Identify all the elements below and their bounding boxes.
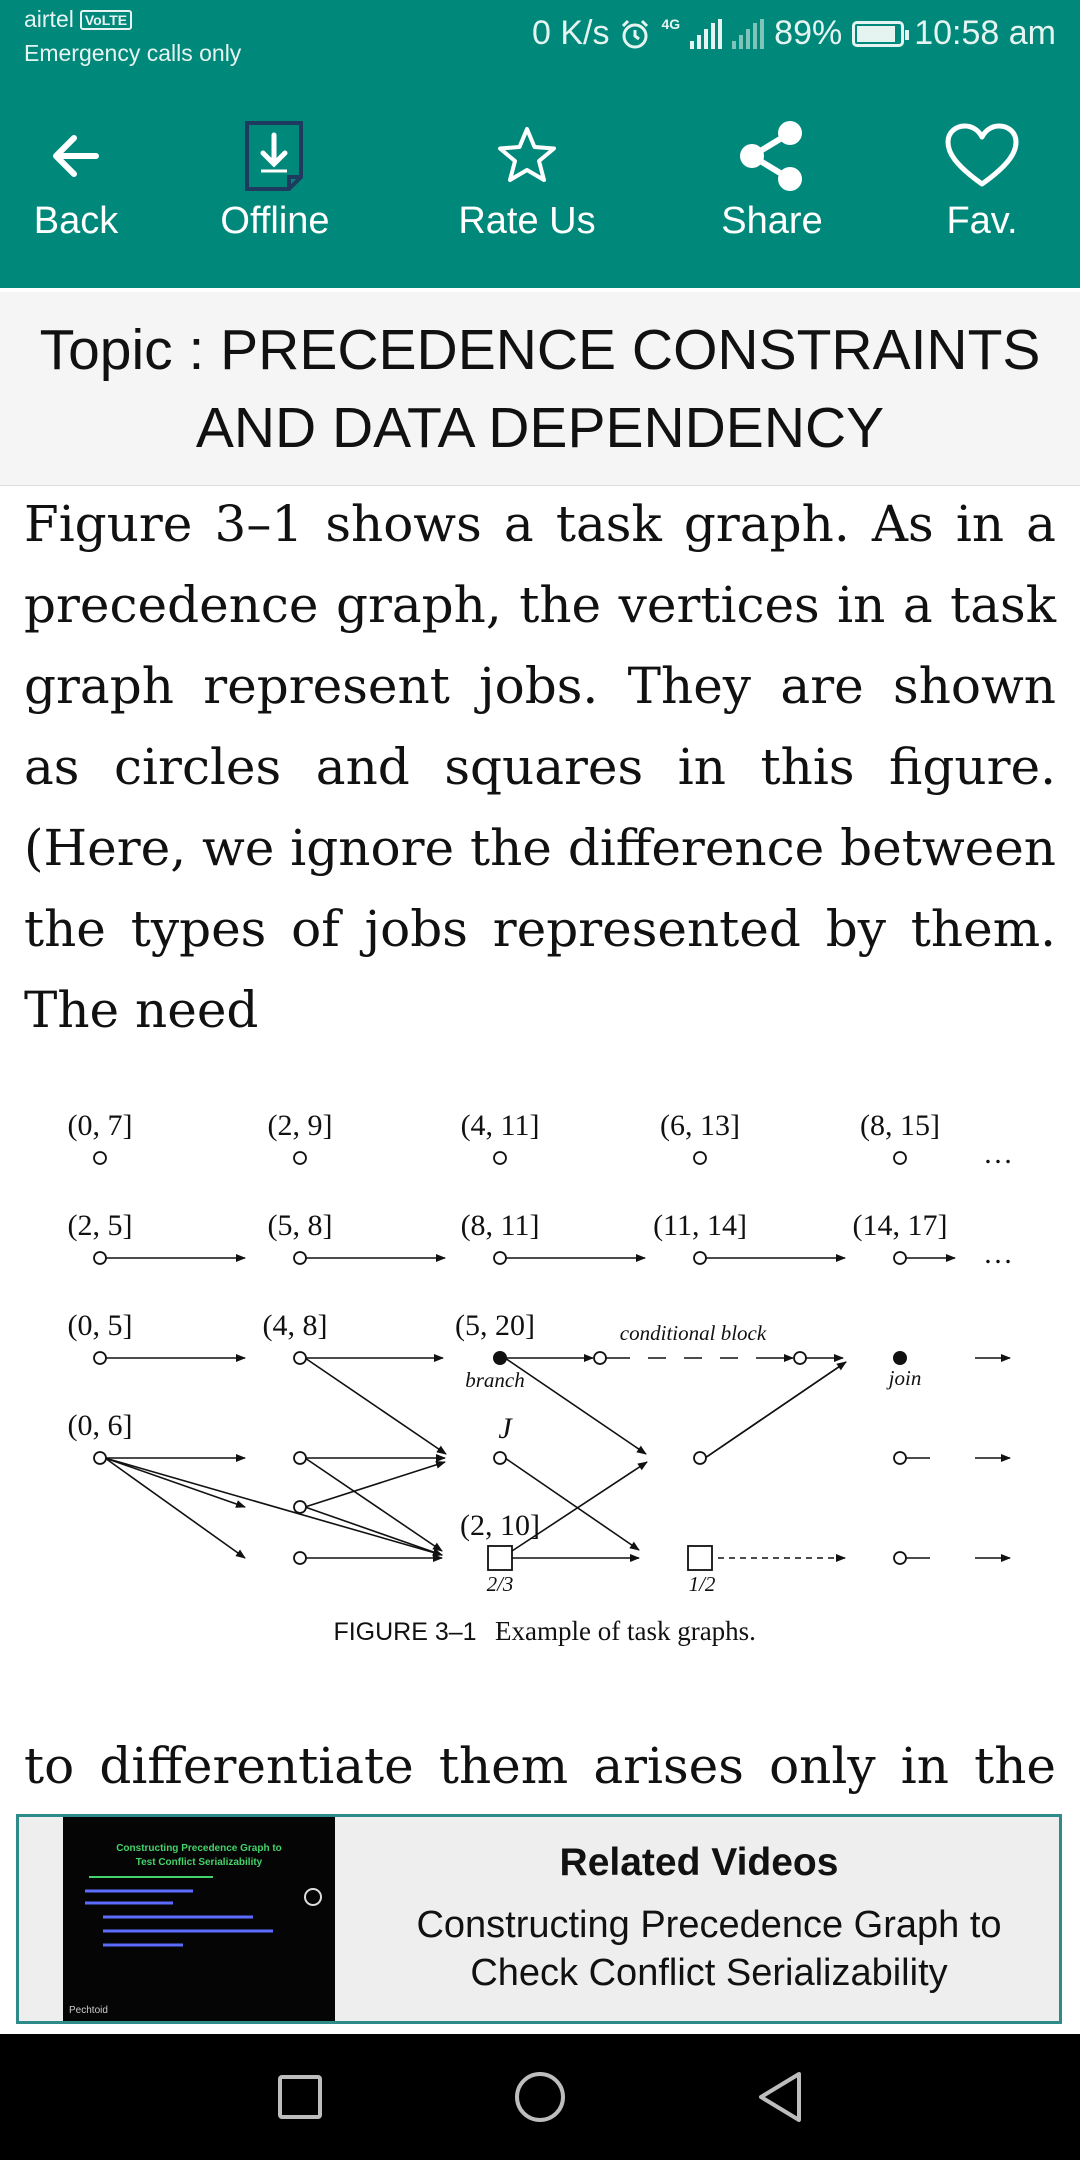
ellipsis-row2: …: [983, 1237, 1013, 1270]
battery-icon: [852, 21, 904, 47]
row3-label-2: (4, 8]: [262, 1309, 328, 1342]
related-video-title-line-1: Constructing Precedence Graph to: [416, 1904, 1002, 1946]
battery-percent: 89%: [774, 14, 843, 52]
home-icon[interactable]: [505, 2062, 575, 2132]
thumb-logo: Pechtoid: [69, 2005, 108, 2016]
row1-label-5: (8, 15]: [860, 1109, 940, 1142]
rate-us-button[interactable]: [427, 72, 627, 288]
thumb-title-line-1: Constructing Precedence Graph to: [116, 1843, 282, 1854]
figure-caption-number: FIGURE 3–1: [333, 1618, 477, 1646]
row3-label-1: (0, 5]: [67, 1309, 133, 1342]
row2-label-1: (2, 5]: [67, 1209, 133, 1242]
article-paragraph: Figure 3–1 shows a task graph. As in a precedence graph, the vertices in a task graph represent jobs. They are shown as circles and squares in this figure. (Here, we ignore the difference between the types of jobs represented by them. The need: [24, 495, 1056, 1039]
topic-title-line-2: AND DATA DEPENDENCY: [195, 395, 885, 460]
star-icon: [496, 125, 558, 187]
back-nav-icon[interactable]: [745, 2062, 815, 2132]
row4-label: (0, 6]: [67, 1409, 133, 1442]
share-button[interactable]: [672, 72, 872, 288]
article-paragraph-continued: to differentiate them arises only in the: [24, 1737, 1056, 1795]
favorite-button[interactable]: [882, 72, 1080, 288]
ratio-1-2-label: 1/2: [688, 1572, 716, 1596]
back-label: Back: [33, 200, 119, 242]
share-label: Share: [721, 200, 823, 242]
row1-label-2: (2, 9]: [267, 1109, 333, 1142]
volte-badge: VoLTE: [80, 10, 132, 30]
branch-label: branch: [465, 1368, 525, 1392]
interval-2-10-label: (2, 10]: [460, 1509, 540, 1542]
favorite-label: Fav.: [946, 200, 1018, 242]
status-right: [532, 14, 1056, 53]
j-label: J: [498, 1412, 512, 1445]
join-label: join: [888, 1366, 922, 1390]
arrow-left-icon: [46, 126, 106, 186]
video-thumbnail[interactable]: [63, 1817, 335, 2021]
row2-label-5: (14, 17]: [852, 1209, 948, 1242]
video-thumbnail-image: [63, 1817, 335, 2021]
status-bar: [0, 0, 1080, 72]
ratio-2-3-label: 2/3: [486, 1572, 514, 1596]
topic-title-line-1: Topic : PRECEDENCE CONSTRAINTS: [39, 317, 1041, 382]
signal-2-icon: [732, 19, 764, 49]
recent-apps-icon[interactable]: [265, 2062, 335, 2132]
row1-label-4: (6, 13]: [660, 1109, 740, 1142]
ellipsis-row1: …: [983, 1137, 1013, 1170]
row1-label-1: (0, 7]: [67, 1109, 133, 1142]
back-button[interactable]: [0, 72, 176, 288]
download-doc-icon: [243, 119, 307, 193]
row2-label-2: (5, 8]: [267, 1209, 333, 1242]
share-icon: [734, 118, 810, 194]
related-videos-title: Related Videos: [559, 1841, 839, 1884]
row3-label-3: (5, 20]: [455, 1309, 535, 1342]
offline-button[interactable]: [175, 72, 375, 288]
row1-label-3: (4, 11]: [460, 1109, 540, 1142]
row2-label-4: (11, 14]: [653, 1209, 747, 1242]
related-videos-card[interactable]: [16, 1814, 1062, 2024]
topic-header: [0, 288, 1080, 486]
task-graph-figure: [50, 1095, 1030, 1655]
figure-caption-text: Example of task graphs.: [495, 1616, 756, 1646]
thumb-title-line-2: Test Conflict Serializability: [135, 1857, 263, 1868]
related-video-title[interactable]: [349, 1901, 1069, 1997]
alarm-icon: [619, 18, 651, 50]
carrier-name: airtel VoLTE: [24, 6, 132, 33]
heart-icon: [944, 122, 1020, 190]
emergency-text: Emergency calls only: [24, 40, 242, 66]
battery-level: [857, 26, 894, 42]
clock: 10:58 am: [914, 14, 1056, 52]
network-type: 4G: [661, 16, 681, 32]
row2-label-3: (8, 11]: [460, 1209, 540, 1242]
signal-icon: [690, 19, 722, 49]
net-speed: 0 K/s: [532, 14, 610, 52]
navigation-bar: [0, 2034, 1080, 2160]
offline-label: Offline: [220, 200, 330, 242]
conditional-block-label: conditional block: [619, 1321, 767, 1345]
related-video-title-line-2: Check Conflict Serializability: [470, 1952, 948, 1994]
rate-us-label: Rate Us: [458, 200, 596, 242]
toolbar: [0, 72, 1080, 288]
